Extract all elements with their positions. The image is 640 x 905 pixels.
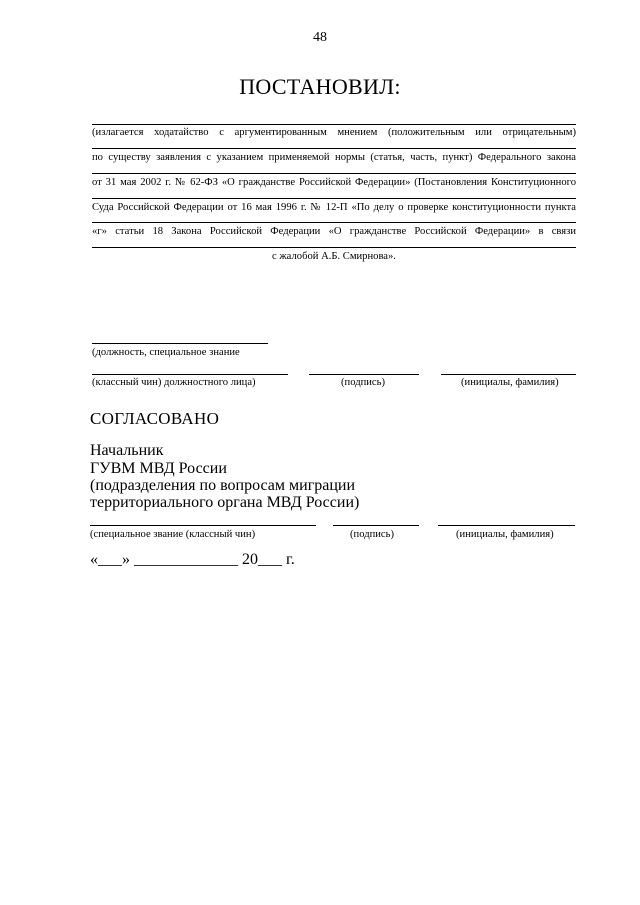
head-line-4: территориального органа МВД России): [90, 494, 360, 511]
rule-top: [92, 124, 576, 125]
approval-date: «___» _____________ 20___ г.: [90, 551, 295, 568]
approval-rank-caption: (специальное звание (классный чин): [90, 529, 256, 540]
initials-caption: (инициалы, фамилия): [461, 377, 559, 388]
rule-line-4: [92, 222, 576, 223]
approval-initials-rule: [438, 525, 575, 526]
page-number: 48: [313, 30, 327, 45]
rule-line-2: [92, 173, 576, 174]
rule-line-1: [92, 148, 576, 149]
head-line-1: Начальник: [90, 442, 164, 459]
decision-line-1: (излагается ходатайство с аргументированным мнением (положительным или отрицательным): [92, 127, 576, 138]
rank-rule: [92, 374, 288, 375]
rule-line-5: [92, 247, 576, 248]
rule-line-3: [92, 198, 576, 199]
decision-line-2: по существу заявления с указанием применяемой нормы (статья, часть, пункт) Федерального закона: [92, 152, 576, 163]
page-title: ПОСТАНОВИЛ:: [239, 74, 401, 99]
signature-rule: [309, 374, 419, 375]
head-line-3: (подразделения по вопросам миграции: [90, 477, 356, 494]
approval-initials-caption: (инициалы, фамилия): [456, 529, 554, 540]
position-rule: [92, 343, 268, 344]
signature-caption: (подпись): [341, 377, 385, 388]
decision-line-3: от 31 мая 2002 г. № 62-ФЗ «О гражданстве Российской Федерации» (Постановления Конституционного: [92, 177, 576, 188]
approval-rank-rule: [90, 525, 316, 526]
initials-rule: [441, 374, 576, 375]
head-line-2: ГУВМ МВД России: [90, 460, 227, 477]
position-caption: (должность, специальное знание: [92, 347, 240, 358]
approval-signature-caption: (подпись): [350, 529, 394, 540]
decision-line-6: с жалобой А.Б. Смирнова».: [272, 251, 396, 262]
decision-line-4: Суда Российской Федерации от 16 мая 1996 г. № 12-П «По делу о проверке конституционности пункта: [92, 202, 576, 213]
approval-heading: СОГЛАСОВАНО: [90, 409, 220, 428]
decision-line-5: «г» статьи 18 Закона Российской Федерации «О гражданстве Российской Федерации» в связи: [92, 226, 576, 237]
approval-signature-rule: [333, 525, 419, 526]
rank-caption: (классный чин) должностного лица): [92, 377, 256, 388]
